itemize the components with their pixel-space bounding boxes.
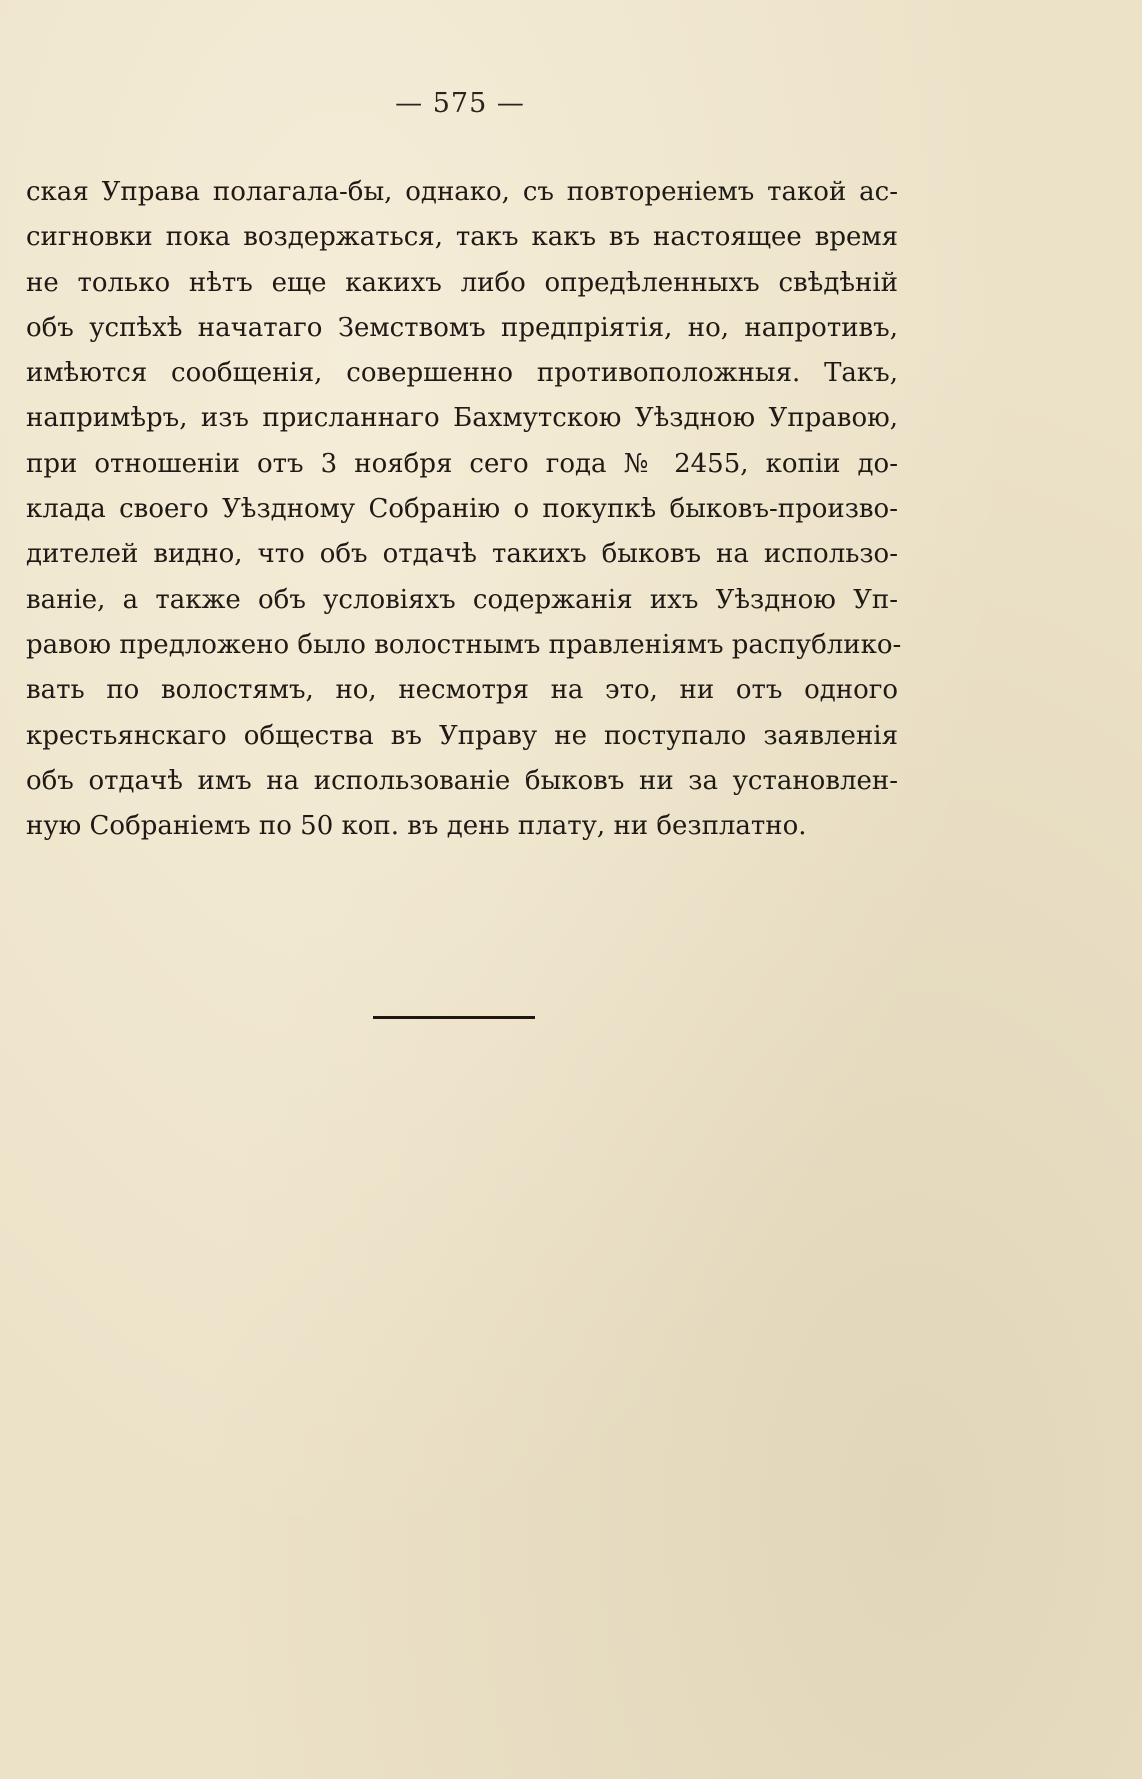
text-line: напримѣръ, изъ присланнаго Бахмутскою Уѣздною Управою, <box>26 403 898 434</box>
body-text <box>26 170 902 849</box>
text-line: объ отдачѣ имъ на использованіе быковъ ни за установлен- <box>26 765 898 796</box>
text-line: крестьянскаго общества въ Управу не поступало заявленія <box>26 720 898 751</box>
text-line: вать по волостямъ, но, несмотря на это, ни отъ одного <box>26 675 898 706</box>
text-line: ваніе, а также объ условіяхъ содержанія ихъ Уѣздною Уп- <box>26 584 898 615</box>
text-line: сигновки пока воздержаться, такъ какъ въ настоящее время <box>26 222 898 253</box>
text-line: имѣются сообщенія, совершенно противоположныя. Такъ, <box>26 358 898 389</box>
text-line: не только нѣтъ еще какихъ либо опредѣленныхъ свѣдѣній <box>26 267 898 298</box>
section-divider <box>373 1016 535 1019</box>
text-line: равою предложено было волостнымъ правленіямъ распублико- <box>26 629 902 660</box>
text-line: ную Собраніемъ по 50 коп. въ день плату, ни безплатно. <box>26 811 807 842</box>
text-line: при отношеніи отъ 3 ноября сего года № 2455, копіи до- <box>26 448 898 479</box>
text-line: дителей видно, что объ отдачѣ такихъ быковъ на использо- <box>26 539 898 570</box>
text-line: ская Управа полагала-бы, однако, съ повтореніемъ такой ас- <box>26 177 898 207</box>
page-number: — 575 — <box>395 88 525 119</box>
text-line: объ успѣхѣ начатаго Земствомъ предпріятія, но, напротивъ, <box>26 312 898 343</box>
text-line: клада своего Уѣздному Собранію о покупкѣ быковъ-произво- <box>26 494 898 525</box>
